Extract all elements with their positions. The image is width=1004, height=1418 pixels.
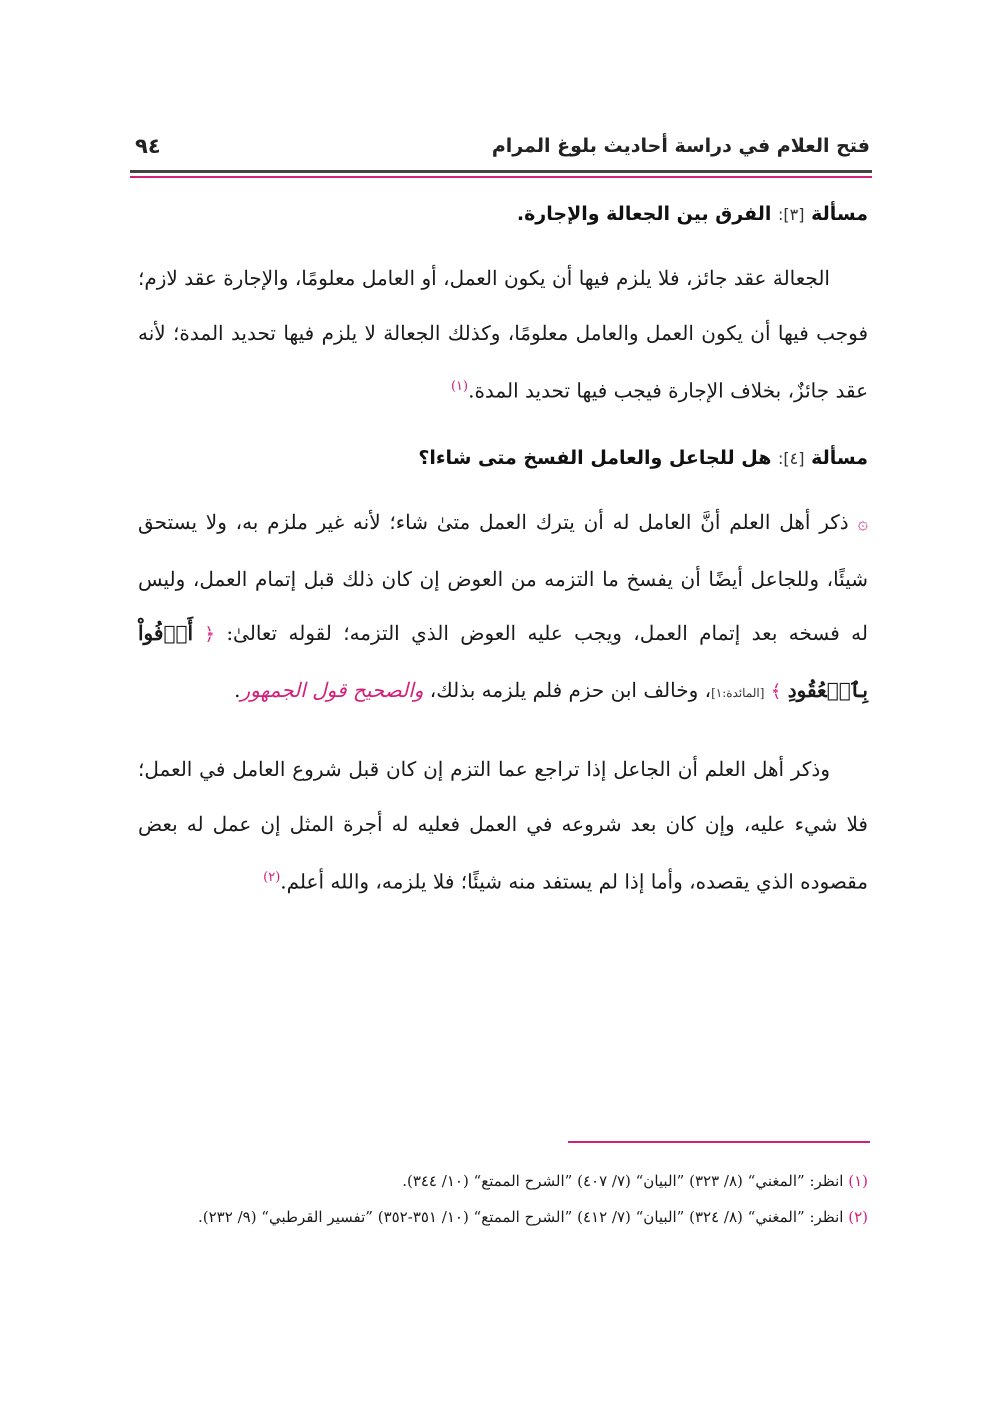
paragraph-2 bbox=[138, 495, 868, 720]
paragraph-3 bbox=[138, 742, 868, 909]
spacer bbox=[138, 418, 868, 440]
footnote-number: (٢) bbox=[848, 1208, 868, 1226]
page-number: ٩٤ bbox=[135, 134, 161, 158]
quran-bracket-close: ﴾ bbox=[770, 680, 782, 702]
issue-heading-4 bbox=[138, 440, 868, 477]
footnote-1 bbox=[138, 1166, 868, 1196]
paragraph-1 bbox=[138, 251, 868, 418]
flower-ornament-icon: ۞ bbox=[857, 513, 868, 535]
spacer bbox=[138, 477, 868, 495]
issue-heading-3 bbox=[138, 196, 868, 233]
footnote-2 bbox=[138, 1202, 868, 1232]
issue-label: مسألة bbox=[811, 447, 868, 470]
paragraph-text: الجعالة عقد جائز، فلا يلزم فيها أن يكون العمل، أو العامل معلومًا، والإجارة عقد لازم؛ فوجب فيها أن يكون العمل والعامل معلومًا، وكذلك الجعالة لا يلزم فيها تحديد المدة؛ لأنه عقد جائزٌ، بخلاف الإجارة فيجب فيها تحديد المدة. bbox=[138, 266, 868, 403]
footnotes bbox=[138, 1166, 868, 1238]
paragraph-text: ذكر أهل العلم أنَّ العامل له أن يترك العمل متىٰ شاء؛ لأنه غير ملزم به، ولا يستحق شيئًا، وللجاعل أيضًا أن يفسخ ما التزمه من العوض إن كان ذلك قبل إتمام العمل، وليس له فسخه بعد إتمام العمل، ويجب عليه العوض الذي التزمه؛ لقوله تعالىٰ: bbox=[138, 510, 868, 646]
paragraph-end: . bbox=[234, 677, 241, 702]
footnote-text: انظر: ”المغني“ (٨/ ٣٢٤) ”البيان“ (٧/ ٤١٢) ”الشرح الممتع“ (١٠/ ٣٥١-٣٥٢) ”تفسير القرطبي“ (٩/ ٢٣٢). bbox=[198, 1208, 844, 1226]
paragraph-text: ، وخالف ابن حزم فلم يلزمه بذلك، bbox=[429, 677, 712, 702]
issue-number: [٤]: bbox=[778, 449, 805, 469]
surah-reference: [المائدة:١] bbox=[711, 685, 765, 700]
running-title: فتح العلام في دراسة أحاديث بلوغ المرام bbox=[491, 135, 870, 157]
quran-verse: أَوۡفُواْ بِٱلۡعُقُودِ bbox=[138, 621, 868, 702]
highlighted-ruling: والصحيح قول الجمهور bbox=[240, 677, 424, 702]
footnote-ref-2[interactable]: (٢) bbox=[263, 870, 281, 886]
main-content bbox=[138, 196, 868, 909]
issue-title: هل للجاعل والعامل الفسخ متى شاءا؟ bbox=[418, 447, 772, 470]
header-rule-accent bbox=[130, 176, 872, 178]
issue-number: [٣]: bbox=[778, 205, 805, 224]
page-header bbox=[135, 128, 870, 164]
quran-bracket-open: ﴿ bbox=[204, 624, 215, 646]
paragraph-text: وذكر أهل العلم أن الجاعل إذا تراجع عما التزم إن كان قبل شروع العامل في العمل؛ فلا شيء عليه، وإن كان بعد شروعه في العمل فعليه له أجرة المثل إن عمل له بعض مقصوده الذي يقصده، وأما إذا لم يستفد منه شيئًا؛ فلا يلزمه، والله أعلم. bbox=[138, 757, 868, 894]
header-rule-dark bbox=[130, 170, 872, 173]
spacer bbox=[138, 233, 868, 251]
footnote-separator bbox=[568, 1141, 870, 1143]
footnote-ref-1[interactable]: (١) bbox=[450, 379, 469, 394]
issue-label: مسألة bbox=[811, 203, 868, 225]
issue-title: الفرق بين الجعالة والإجارة. bbox=[516, 203, 772, 225]
footnote-number: (١) bbox=[848, 1172, 868, 1190]
spacer bbox=[138, 720, 868, 742]
footnote-text: انظر: ”المغني“ (٨/ ٣٢٣) ”البيان“ (٧/ ٤٠٧) ”الشرح الممتع“ (١٠/ ٣٤٤). bbox=[402, 1172, 844, 1190]
